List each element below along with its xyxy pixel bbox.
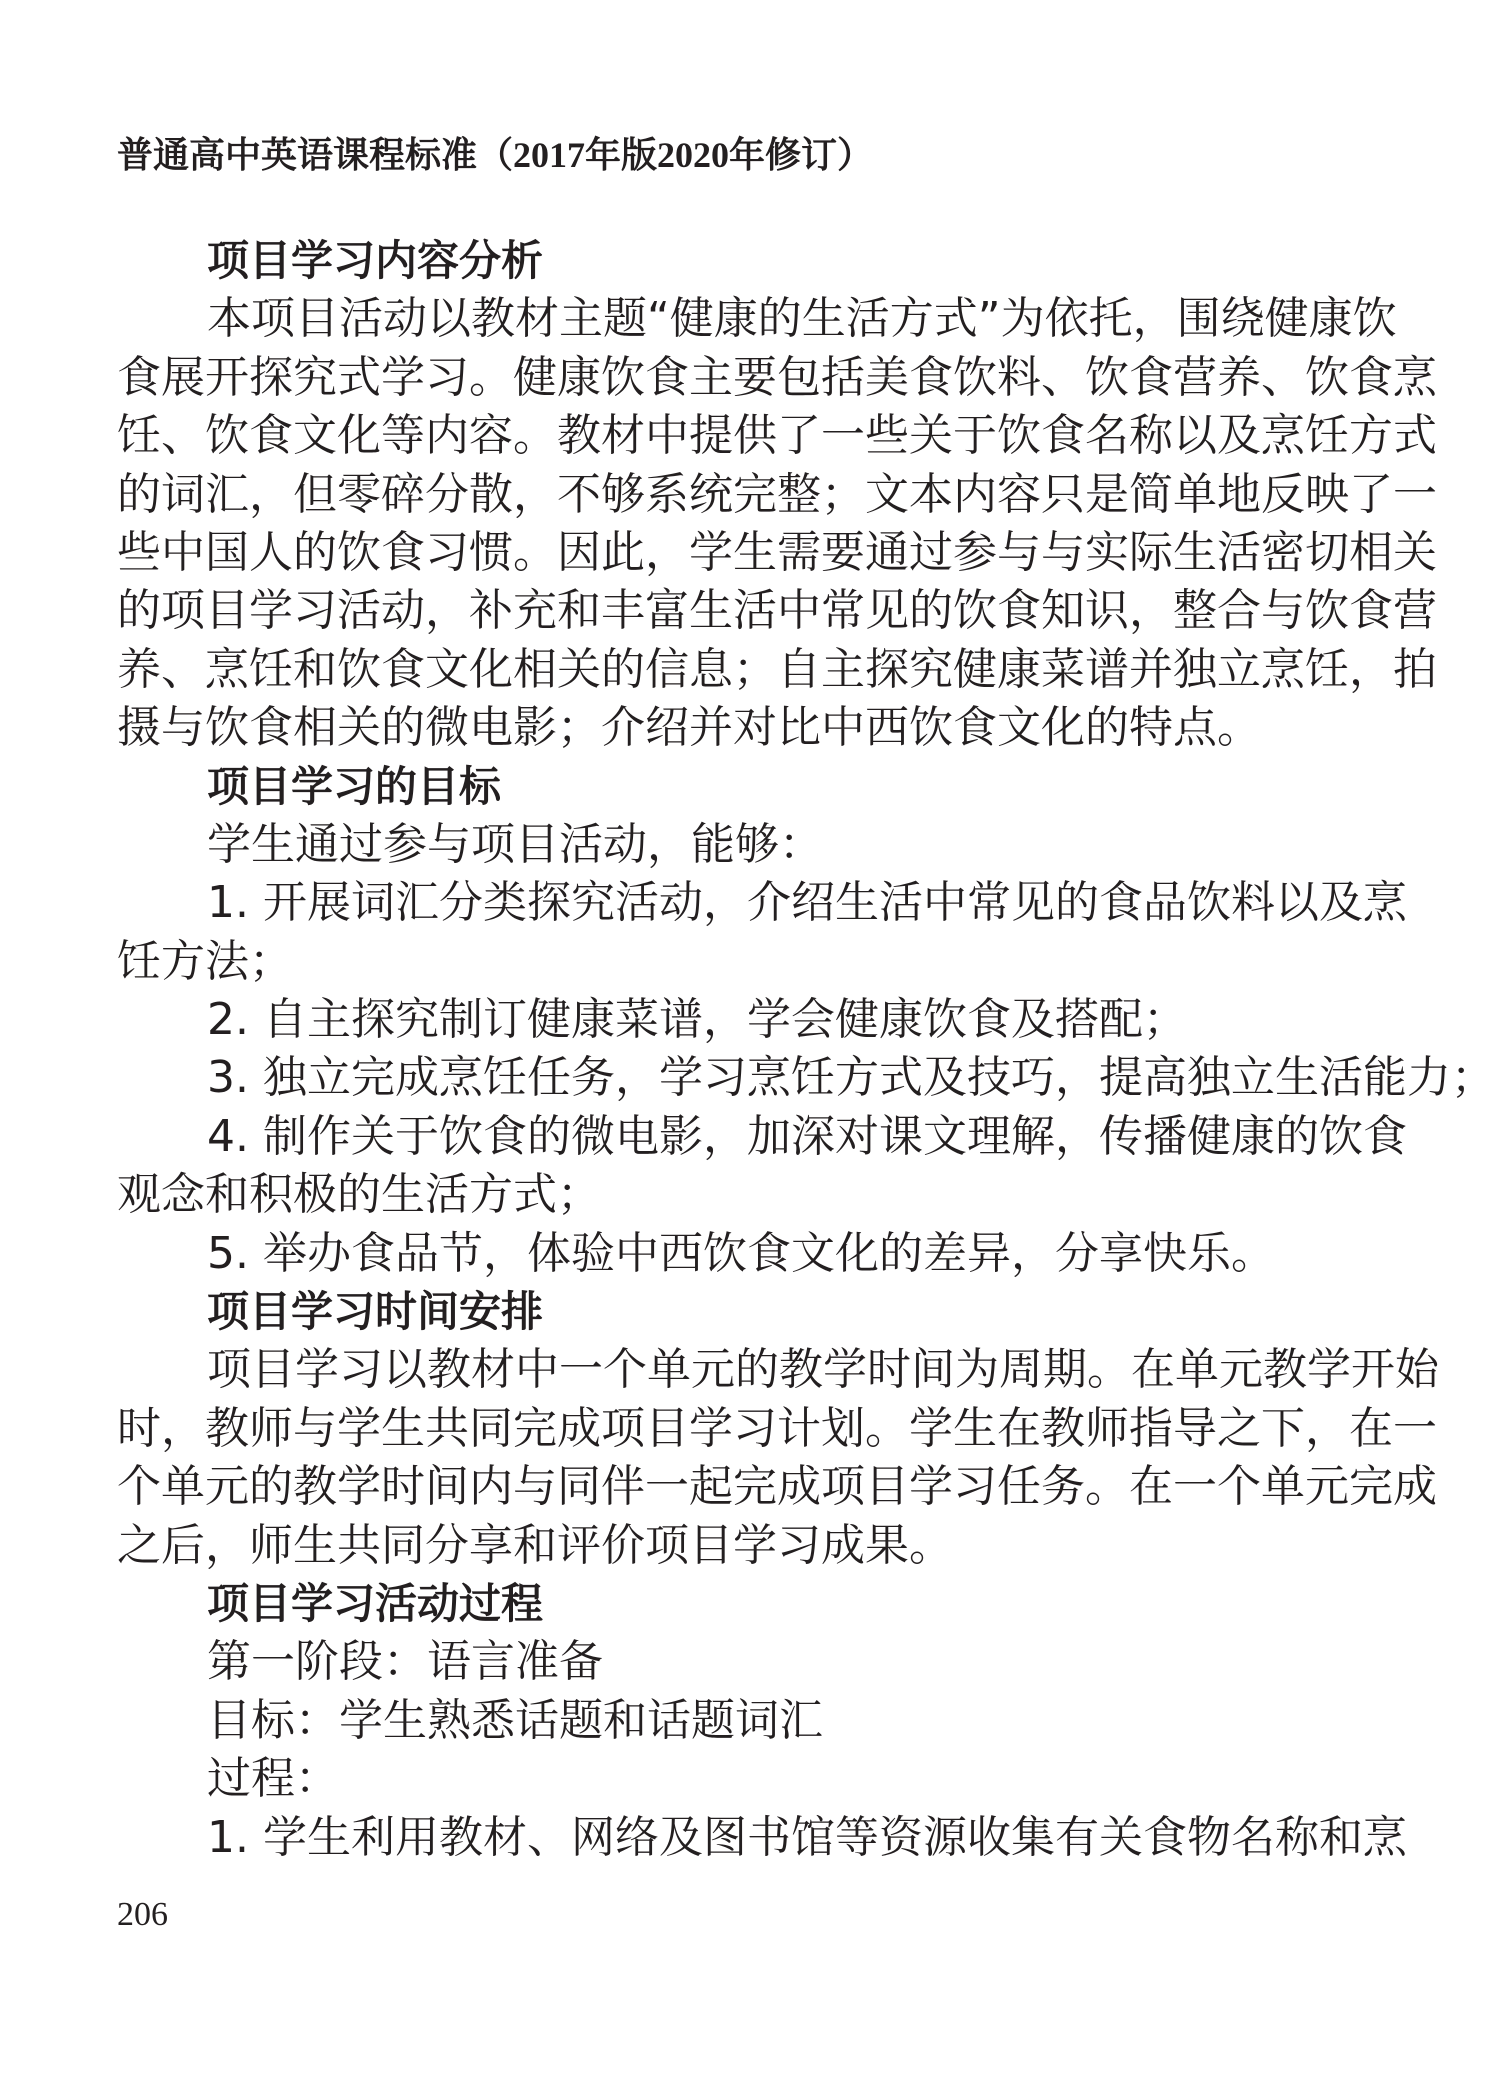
paragraph-line: 的词汇，但零碎分散，不够系统完整；文本内容只是简单地反映了一 xyxy=(117,468,1437,520)
goal-label: 目标：学生熟悉话题和话题词汇 xyxy=(207,1694,823,1746)
list-item: 2. 自主探究制订健康菜谱，学会健康饮食及搭配； xyxy=(207,994,1187,1046)
section-heading: 项目学习的目标 xyxy=(207,761,502,811)
paragraph-line: 时，教师与学生共同完成项目学习计划。学生在教师指导之下，在一 xyxy=(117,1402,1437,1454)
page-number: 206 xyxy=(117,1896,168,1933)
list-item-continuation: 饪方法； xyxy=(117,935,293,987)
list-item: 3. 独立完成烹饪任务，学习烹饪方式及技巧，提高独立生活能力； xyxy=(207,1052,1495,1104)
page-body xyxy=(117,232,1495,1867)
paragraph-line: 项目学习以教材中一个单元的教学时间为周期。在单元教学开始 xyxy=(207,1344,1439,1396)
paragraph-line: 摄与饮食相关的微电影；介绍并对比中西饮食文化的特点。 xyxy=(117,702,1261,754)
running-header: 普通高中英语课程标准（2017年版2020年修订） xyxy=(117,135,874,175)
paragraph-line: 的项目学习活动，补充和丰富生活中常见的饮食知识，整合与饮食营 xyxy=(117,585,1437,637)
paragraph-line: 学生通过参与项目活动，能够： xyxy=(207,818,823,870)
list-item: 4. 制作关于饮食的微电影，加深对课文理解，传播健康的饮食 xyxy=(207,1110,1407,1162)
paragraph-line: 些中国人的饮食习惯。因此，学生需要通过参与与实际生活密切相关 xyxy=(117,526,1437,578)
list-item: 1. 开展词汇分类探究活动，介绍生活中常见的食品饮料以及烹 xyxy=(207,877,1407,929)
paragraph-line: 食展开探究式学习。健康饮食主要包括美食饮料、饮食营养、饮食烹 xyxy=(117,351,1437,403)
section-heading: 项目学习活动过程 xyxy=(207,1578,544,1628)
paragraph-line: 饪、饮食文化等内容。教材中提供了一些关于饮食名称以及烹饪方式 xyxy=(117,410,1437,462)
paragraph-line: 养、烹饪和饮食文化相关的信息；自主探究健康菜谱并独立烹饪，拍 xyxy=(117,643,1437,695)
paragraph-line: 之后，师生共同分享和评价项目学习成果。 xyxy=(117,1519,953,1571)
section-heading: 项目学习时间安排 xyxy=(207,1287,544,1337)
list-item: 1. 学生利用教材、网络及图书馆等资源收集有关食物名称和烹 xyxy=(207,1811,1407,1863)
paragraph-line: 个单元的教学时间内与同伴一起完成项目学习任务。在一个单元完成 xyxy=(117,1461,1437,1513)
section-heading: 项目学习内容分析 xyxy=(207,236,544,285)
list-item-continuation: 观念和积极的生活方式； xyxy=(117,1169,601,1221)
process-label: 过程： xyxy=(207,1753,339,1805)
paragraph-line: 本项目活动以教材主题“健康的生活方式”为依托，围绕健康饮 xyxy=(207,293,1397,345)
list-item: 5. 举办食品节，体验中西饮食文化的差异，分享快乐。 xyxy=(207,1227,1275,1279)
stage-label: 第一阶段：语言准备 xyxy=(207,1636,603,1688)
